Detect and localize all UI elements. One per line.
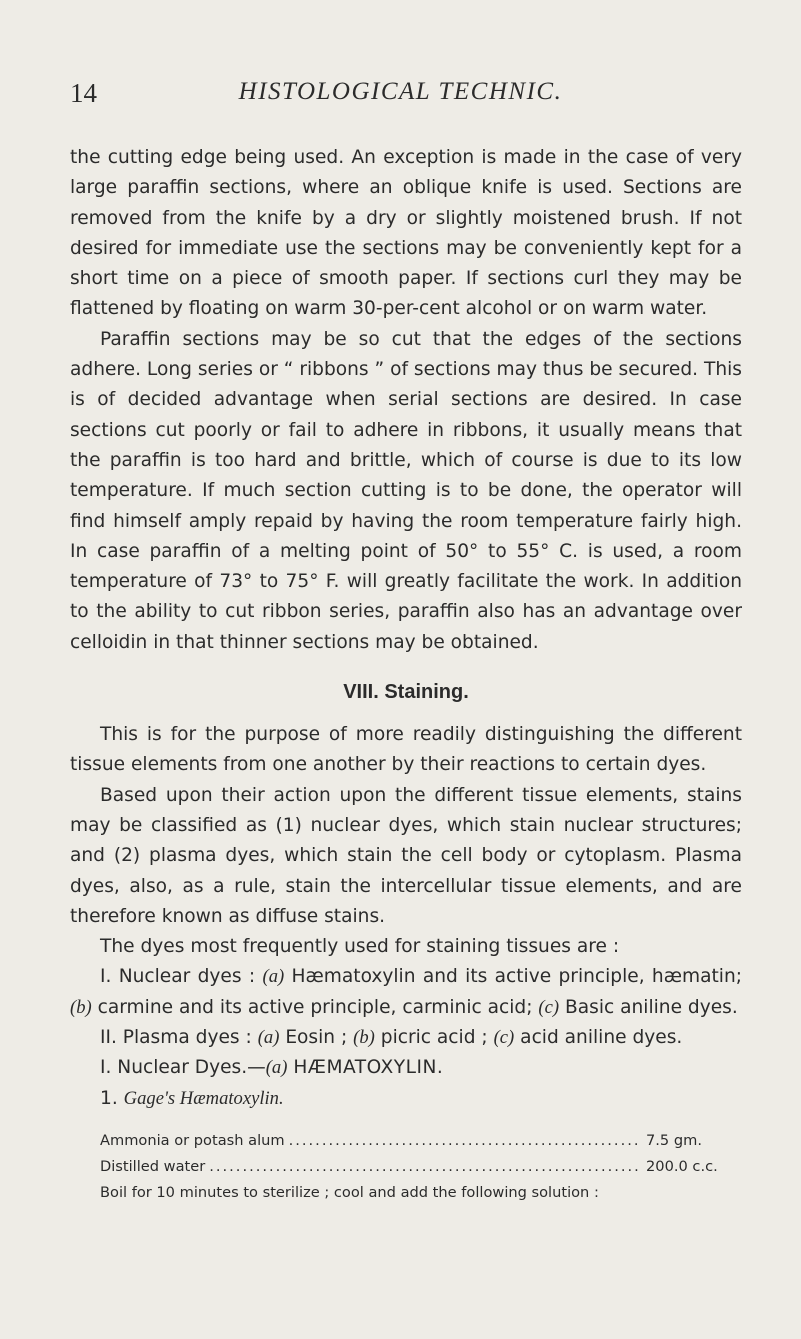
paragraph: Based upon their action upon the different tissue elements, stains may be classified as (1) nuclear dyes, which stain nuclear structures; and (2) plasma dyes, which stain the cell body or cytoplasm. Plasma dyes, also, as a rule, stain the intercellular tissue elements, and are therefore known as diffuse stains. <box>70 784 742 927</box>
nuclear-dyes-list <box>70 962 742 1023</box>
list-label: (b) <box>70 996 92 1018</box>
ingredient-name: Distilled water <box>100 1157 206 1175</box>
list-text: carmine and its active principle, carminic acid; <box>97 996 533 1018</box>
subheading-lead: I. Nuclear Dyes.— <box>100 1057 266 1079</box>
list-text: Hæmatoxylin and its active principle, hæmatin; <box>291 966 742 988</box>
ingredient-amount: 7.5 gm. <box>646 1131 702 1149</box>
list-lead: II. Plasma dyes : <box>100 1027 252 1049</box>
paragraph: The dyes most frequently used for staining tissues are : <box>100 936 620 958</box>
formula-table <box>70 1128 742 1180</box>
section-heading: VIII. Staining. <box>343 681 469 704</box>
page-number: 14 <box>70 78 97 108</box>
leader-dots <box>289 1128 642 1154</box>
subheading-name: HÆMATOXYLIN. <box>293 1057 444 1079</box>
page-header <box>0 78 801 118</box>
formula-row <box>100 1154 742 1180</box>
page-body <box>70 143 742 1206</box>
ingredient-name: Ammonia or potash alum <box>100 1131 285 1149</box>
recipe-number: 1. <box>100 1087 118 1109</box>
leader-dots <box>209 1154 642 1180</box>
list-text: Basic aniline dyes. <box>564 996 738 1018</box>
list-label: (c) <box>538 996 560 1018</box>
formula-row <box>100 1128 742 1154</box>
list-label: (a) <box>262 966 285 988</box>
list-label: (c) <box>493 1027 515 1049</box>
plasma-dyes-list <box>70 1023 742 1053</box>
list-lead: I. Nuclear dyes : <box>100 966 256 988</box>
recipe-name: Gage's Hæmatoxylin. <box>123 1087 284 1109</box>
list-text: Eosin ; <box>285 1027 348 1049</box>
recipe-title <box>70 1084 742 1114</box>
formula-note: Boil for 10 minutes to sterilize ; cool and add the following solution : <box>100 1183 599 1201</box>
running-title: HISTOLOGICAL TECHNIC. <box>238 78 563 105</box>
ingredient-amount: 200.0 c.c. <box>646 1157 718 1175</box>
list-label: (b) <box>353 1027 375 1049</box>
subheading <box>70 1053 742 1083</box>
paragraph: the cutting edge being used. An exception is made in the case of very large paraffin sections, where an oblique knife is used. Sections are removed from the knife by a dry or slightly moistened brush. If not desired for immediate use the sections may be conveniently kept for a short time on a piece of smooth paper. If sections curl they may be flattened by floating on warm 30-per-cent alcohol or on warm water. <box>70 147 742 320</box>
list-text: acid aniline dyes. <box>520 1027 683 1049</box>
list-text: picric acid ; <box>380 1027 488 1049</box>
paragraph: This is for the purpose of more readily distinguishing the different tissue elements from one another by their reactions to certain dyes. <box>70 724 742 776</box>
list-label: (a) <box>257 1027 280 1049</box>
subheading-label: (a) <box>265 1057 288 1079</box>
paragraph: Paraffin sections may be so cut that the edges of the sections adhere. Long series or “ ribbons ” of sections may thus be secured. This is of decided advantage when serial sections are desired. In case sections cut poorly or fail to adhere in ribbons, it usually means that the paraffin is too hard and brittle, which of course is due to its low temperature. If much section cutting is to be done, the operator will find himself amply repaid by having the room temperature fairly high. In case paraffin of a melting point of 50° to 55° C. is used, a room temperature of 73° to 75° F. will greatly facilitate the work. In addition to the ability to cut ribbon series, paraffin also has an advantage over celloidin in that thinner sections may be obtained. <box>70 328 742 653</box>
